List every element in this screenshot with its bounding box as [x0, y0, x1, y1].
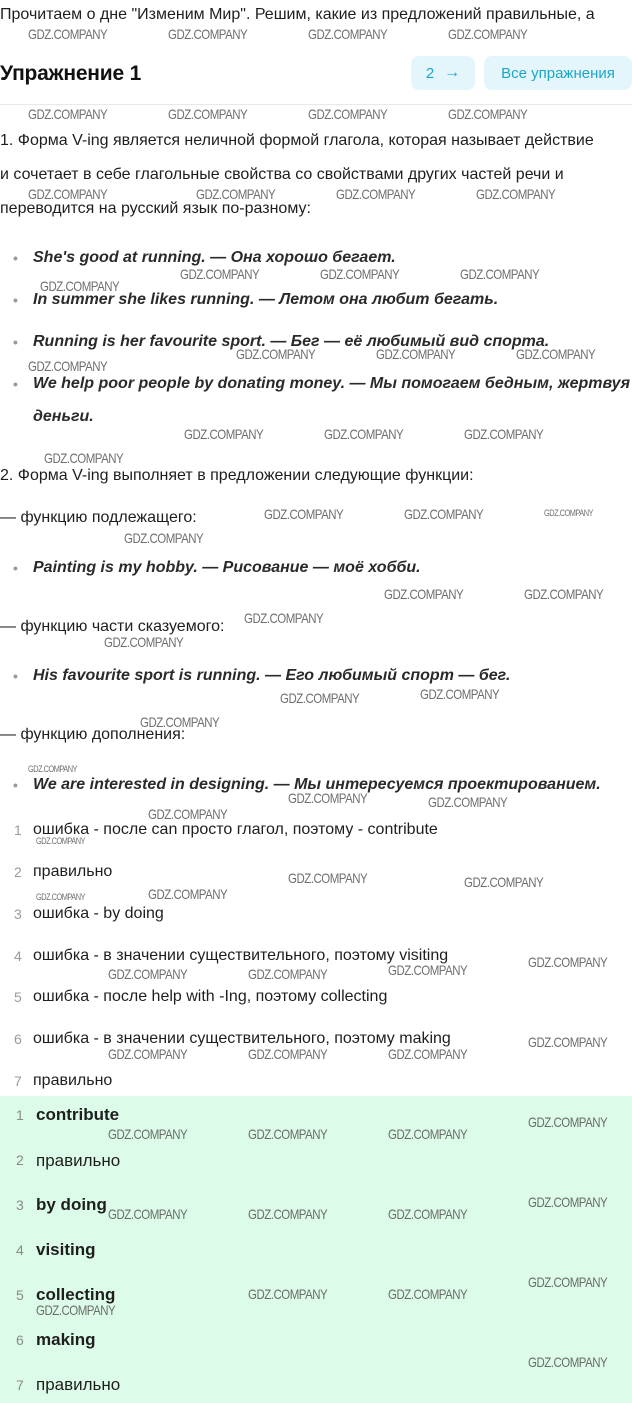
watermark: GDZ.COMPANY	[320, 266, 400, 282]
function-predicate: — функцию части сказуемого:	[0, 618, 225, 635]
watermark: GDZ.COMPANY	[36, 892, 85, 902]
example-item: • She's good at running. — Она хорошо бегает.	[13, 249, 396, 266]
watermark: GDZ.COMPANY	[148, 806, 228, 822]
example-item-continuation: деньги.	[33, 408, 94, 425]
watermark: GDZ.COMPANY	[460, 266, 540, 282]
watermark: GDZ.COMPANY	[196, 186, 276, 202]
theory-paragraph-1: 1. Форма V-ing является неличной формой глагола, которая называет действие	[0, 132, 594, 149]
watermark: GDZ.COMPANY	[324, 426, 404, 442]
watermark: GDZ.COMPANY	[336, 186, 416, 202]
watermark: GDZ.COMPANY	[108, 1126, 188, 1142]
watermark: GDZ.COMPANY	[280, 690, 360, 706]
bullet-icon: •	[13, 292, 18, 308]
function-object: — функцию дополнения:	[0, 726, 186, 743]
watermark: GDZ.COMPANY	[528, 1274, 608, 1290]
watermark: GDZ.COMPANY	[388, 1286, 468, 1302]
bullet-icon: •	[13, 560, 18, 576]
watermark: GDZ.COMPANY	[168, 106, 248, 122]
watermark: GDZ.COMPANY	[448, 26, 528, 42]
exercise-header	[0, 52, 632, 104]
watermark: GDZ.COMPANY	[28, 186, 108, 202]
watermark: GDZ.COMPANY	[248, 1046, 328, 1062]
theory-paragraph-1-line-2: и сочетает в себе глагольные свойства со свойствами других частей речи и	[0, 166, 564, 183]
watermark: GDZ.COMPANY	[376, 346, 456, 362]
watermark: GDZ.COMPANY	[168, 26, 248, 42]
watermark: GDZ.COMPANY	[124, 530, 204, 546]
watermark: GDZ.COMPANY	[388, 962, 468, 978]
watermark: GDZ.COMPANY	[108, 1046, 188, 1062]
answers-block: 1 contribute 2 правильно 3 by doing 4 visiting 5 collecting 6 making 7 правильно	[0, 1096, 632, 1403]
watermark: GDZ.COMPANY	[388, 1046, 468, 1062]
theory-paragraph-1-line-3: переводится на русский язык по-разному:	[0, 200, 311, 217]
watermark: GDZ.COMPANY	[528, 954, 608, 970]
watermark: GDZ.COMPANY	[384, 586, 464, 602]
watermark: GDZ.COMPANY	[308, 106, 388, 122]
watermark: GDZ.COMPANY	[264, 506, 344, 522]
example-item: • In summer she likes running. — Летом она любит бегать.	[13, 291, 499, 308]
watermark: GDZ.COMPANY	[108, 966, 188, 982]
watermark: GDZ.COMPANY	[36, 1302, 116, 1318]
intro-text: Прочитаем о дне "Изменим Мир". Решим, какие из предложений правильные, а	[0, 6, 595, 23]
watermark: GDZ.COMPANY	[248, 1126, 328, 1142]
watermark: GDZ.COMPANY	[388, 1206, 468, 1222]
watermark: GDZ.COMPANY	[40, 278, 120, 294]
theory-paragraph-2: 2. Форма V-ing выполняет в предложении следующие функции:	[0, 467, 474, 484]
function-subject: — функцию подлежащего:	[0, 509, 197, 526]
header-divider	[0, 104, 632, 105]
watermark: GDZ.COMPANY	[180, 266, 260, 282]
watermark: GDZ.COMPANY	[404, 506, 484, 522]
watermark: GDZ.COMPANY	[44, 450, 124, 466]
watermark: GDZ.COMPANY	[28, 26, 108, 42]
watermark: GDZ.COMPANY	[104, 634, 184, 650]
watermark: GDZ.COMPANY	[28, 106, 108, 122]
watermark: GDZ.COMPANY	[528, 1034, 608, 1050]
bullet-icon: •	[13, 250, 18, 266]
bullet-icon: •	[13, 777, 18, 793]
watermark: GDZ.COMPANY	[528, 1354, 608, 1370]
watermark: GDZ.COMPANY	[184, 426, 264, 442]
all-exercises-button[interactable]: Все упражнения	[484, 56, 632, 90]
watermark: GDZ.COMPANY	[248, 1286, 328, 1302]
watermark: GDZ.COMPANY	[428, 794, 508, 810]
example-item: • Painting is my hobby. — Рисование — моё хобби.	[13, 559, 421, 576]
watermark: GDZ.COMPANY	[516, 346, 596, 362]
watermark: GDZ.COMPANY	[108, 1206, 188, 1222]
watermark: GDZ.COMPANY	[420, 686, 500, 702]
watermark: GDZ.COMPANY	[288, 870, 368, 886]
watermark: GDZ.COMPANY	[28, 764, 77, 774]
arrow-right-icon: →	[444, 64, 461, 81]
watermark: GDZ.COMPANY	[528, 1114, 608, 1130]
watermark: GDZ.COMPANY	[528, 1194, 608, 1210]
watermark: GDZ.COMPANY	[308, 26, 388, 42]
bullet-icon: •	[13, 334, 18, 350]
example-item: • Running is her favourite sport. — Бег — её любимый вид спорта.	[13, 333, 550, 350]
watermark: GDZ.COMPANY	[464, 874, 544, 890]
watermark: GDZ.COMPANY	[140, 714, 220, 730]
example-item: • His favourite sport is running. — Его любимый спорт — бег.	[13, 667, 511, 684]
next-exercise-button[interactable]	[411, 56, 475, 90]
watermark: GDZ.COMPANY	[28, 358, 108, 374]
watermark: GDZ.COMPANY	[524, 586, 604, 602]
bullet-icon: •	[13, 668, 18, 684]
watermark: GDZ.COMPANY	[448, 106, 528, 122]
watermark: GDZ.COMPANY	[388, 1126, 468, 1142]
bullet-icon: •	[13, 376, 18, 392]
watermark: GDZ.COMPANY	[464, 426, 544, 442]
example-item: • We are interested in designing. — Мы интересуемся проектированием.	[13, 776, 601, 793]
next-exercise-label: 2	[425, 64, 435, 82]
example-item: • We help poor people by donating money. — Мы помогаем бедным, жертвуя	[13, 375, 631, 392]
watermark: GDZ.COMPANY	[288, 790, 368, 806]
watermark: GDZ.COMPANY	[248, 1206, 328, 1222]
watermark: GDZ.COMPANY	[248, 966, 328, 982]
watermark: GDZ.COMPANY	[544, 508, 593, 518]
watermark: GDZ.COMPANY	[236, 346, 316, 362]
watermark: GDZ.COMPANY	[244, 610, 324, 626]
watermark: GDZ.COMPANY	[148, 886, 228, 902]
watermark: GDZ.COMPANY	[36, 836, 85, 846]
watermark: GDZ.COMPANY	[476, 186, 556, 202]
page-title: Упражнение 1	[0, 62, 142, 85]
